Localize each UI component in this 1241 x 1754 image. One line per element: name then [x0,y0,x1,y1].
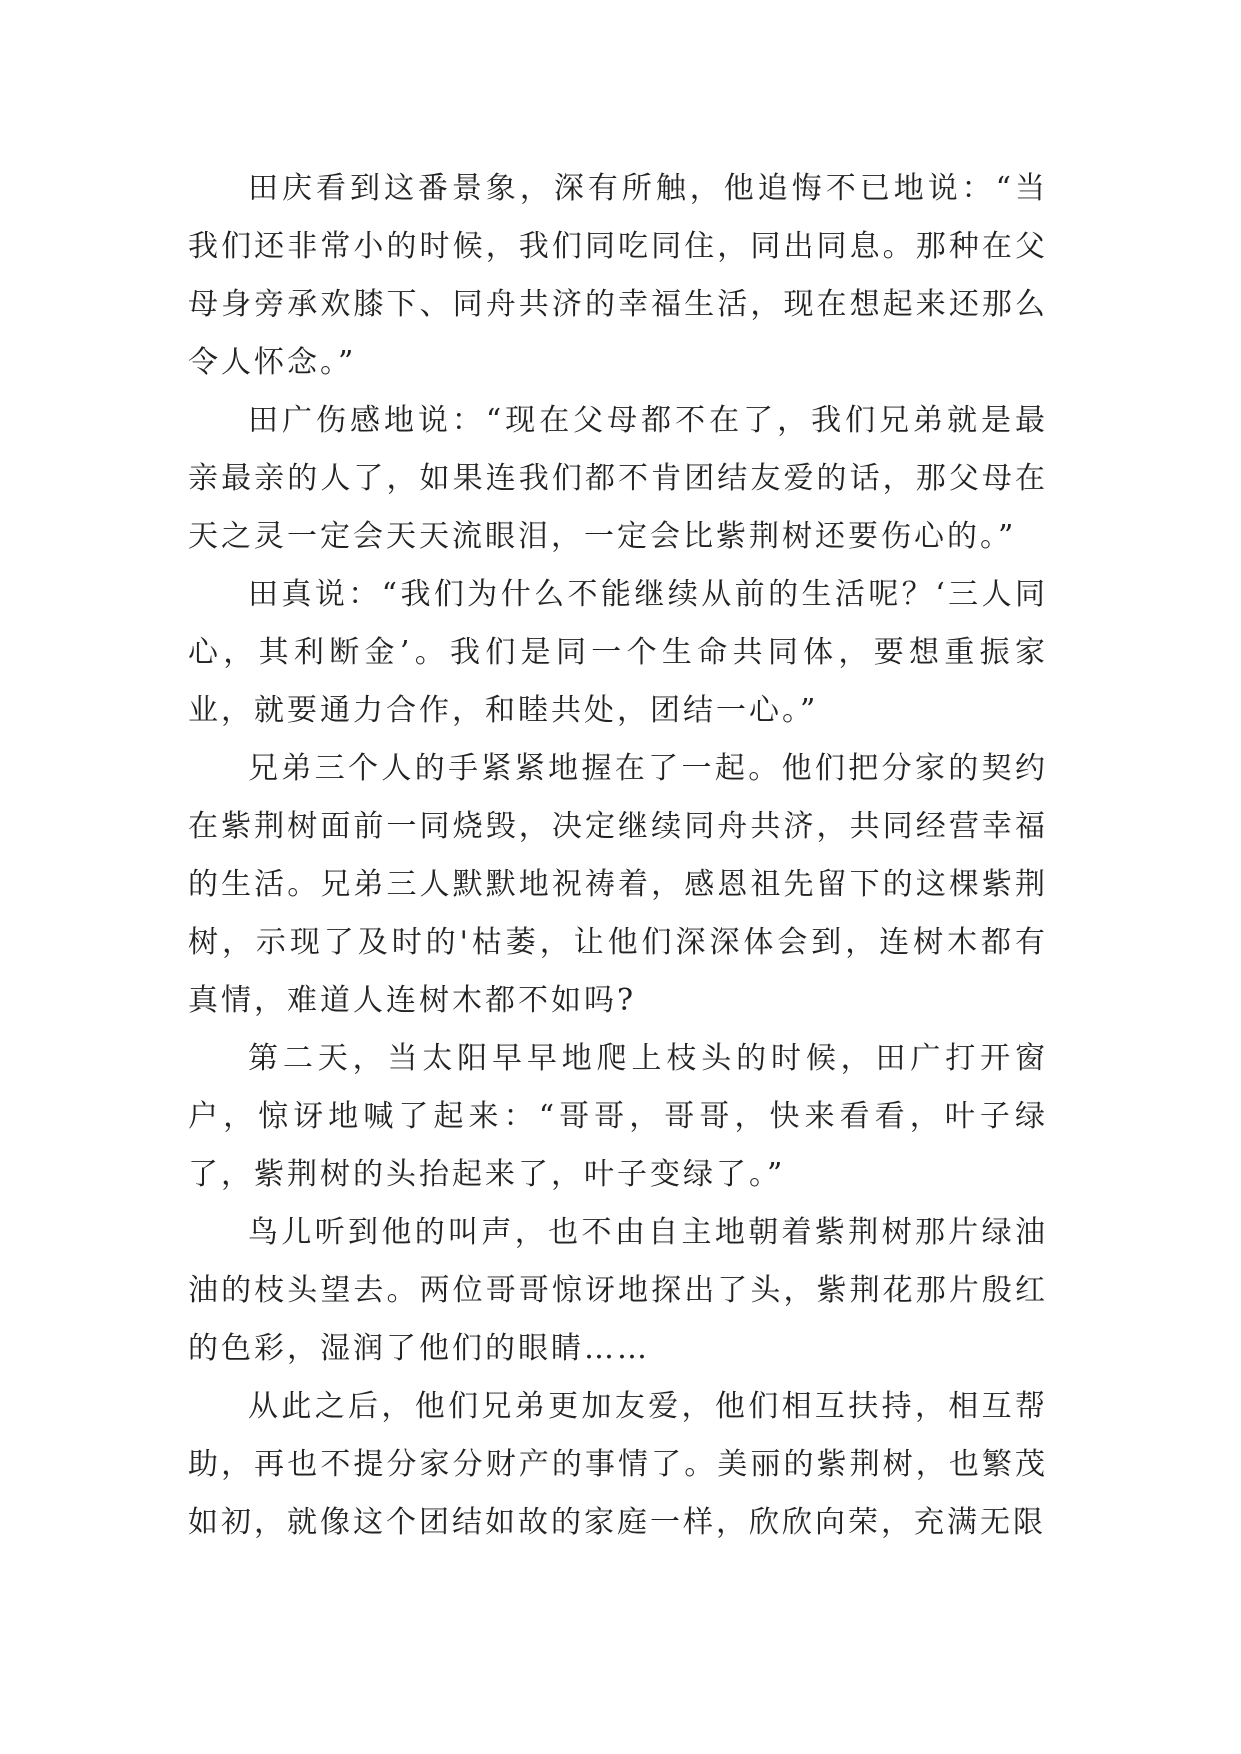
document-body [188,160,1048,1552]
paragraph-2: 田广伤感地说：“现在父母都不在了，我们兄弟就是最亲最亲的人了，如果连我们都不肯团结友爱的话，那父母在天之灵一定会天天流眼泪，一定会比紫荆树还要伤心的。” [188,403,1048,554]
paragraph-1: 田庆看到这番景象，深有所触，他追悔不已地说：“当我们还非常小的时候，我们同吃同住，同出同息。那种在父母身旁承欢膝下、同舟共济的幸福生活，现在想起来还那么令人怀念。” [188,171,1048,380]
paragraph-7: 从此之后，他们兄弟更加友爱，他们相互扶持，相互帮助，再也不提分家分财产的事情了。美丽的紫荆树，也繁茂如初，就像这个团结如故的家庭一样，欣欣向荣，充满无限 [188,1389,1048,1540]
paragraph-6: 鸟儿听到他的叫声，也不由自主地朝着紫荆树那片绿油油的枝头望去。两位哥哥惊讶地探出了头，紫荆花那片殷红的色彩，湿润了他们的眼睛…… [188,1215,1048,1366]
paragraph-3: 田真说：“我们为什么不能继续从前的生活呢？‘三人同心，其利断金’。我们是同一个生命共同体，要想重振家业，就要通力合作，和睦共处，团结一心。” [188,577,1048,728]
paragraph-5: 第二天，当太阳早早地爬上枝头的时候，田广打开窗户，惊讶地喊了起来：“哥哥，哥哥，快来看看，叶子绿了，紫荆树的头抬起来了，叶子变绿了。” [188,1041,1048,1192]
paragraph-4: 兄弟三个人的手紧紧地握在了一起。他们把分家的契约在紫荆树面前一同烧毁，决定继续同舟共济，共同经营幸福的生活。兄弟三人默默地祝祷着，感恩祖先留下的这棵紫荆树，示现了及时的'枯萎，让他们深深体会到，连树木都有真情，难道人连树木都不如吗? [188,751,1048,1018]
